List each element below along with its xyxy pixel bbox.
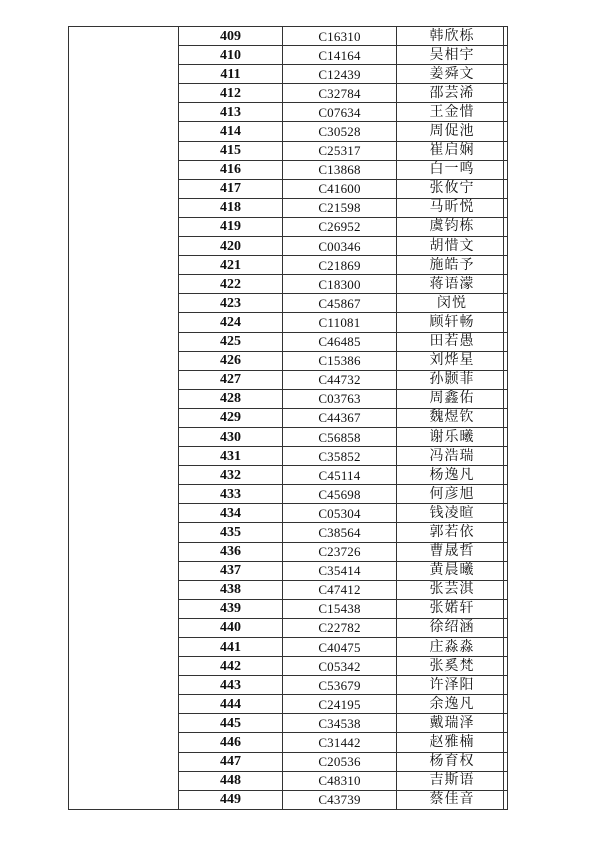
candidate-name: 庄淼淼 xyxy=(397,638,508,657)
candidate-name: 张婼轩 xyxy=(397,599,508,618)
candidate-code: C25317 xyxy=(283,141,397,160)
candidate-name: 戴瑞泽 xyxy=(397,714,508,733)
table-row xyxy=(179,294,508,313)
table-row xyxy=(179,638,508,657)
table-row xyxy=(179,103,508,122)
table-row xyxy=(179,389,508,408)
candidate-code: C43739 xyxy=(283,790,397,809)
row-number: 431 xyxy=(179,447,283,466)
candidate-name: 王金惜 xyxy=(397,103,508,122)
row-number: 437 xyxy=(179,561,283,580)
row-number: 448 xyxy=(179,771,283,790)
candidate-code: C48310 xyxy=(283,771,397,790)
table-row xyxy=(179,447,508,466)
candidate-name: 顾轩畅 xyxy=(397,313,508,332)
row-number: 420 xyxy=(179,237,283,256)
candidate-name: 魏煜钦 xyxy=(397,408,508,427)
table-row xyxy=(179,179,508,198)
row-number: 442 xyxy=(179,657,283,676)
candidate-code: C00346 xyxy=(283,237,397,256)
candidate-name: 冯浩瑞 xyxy=(397,447,508,466)
table-row xyxy=(179,657,508,676)
candidate-code: C22782 xyxy=(283,618,397,637)
row-number: 434 xyxy=(179,504,283,523)
candidate-name: 吴相宇 xyxy=(397,46,508,65)
row-number: 430 xyxy=(179,427,283,446)
table-row xyxy=(179,466,508,485)
candidate-code: C47412 xyxy=(283,580,397,599)
candidate-code: C45698 xyxy=(283,485,397,504)
candidate-name: 崔启娴 xyxy=(397,141,508,160)
candidate-name: 白一鸣 xyxy=(397,160,508,179)
candidate-code: C44367 xyxy=(283,408,397,427)
candidate-code: C45867 xyxy=(283,294,397,313)
table-row xyxy=(179,370,508,389)
table-row xyxy=(179,580,508,599)
candidate-code: C18300 xyxy=(283,275,397,294)
candidate-code: C05304 xyxy=(283,504,397,523)
candidate-code: C11081 xyxy=(283,313,397,332)
row-number: 438 xyxy=(179,580,283,599)
candidate-name: 孙颢菲 xyxy=(397,370,508,389)
table-row xyxy=(179,599,508,618)
table-row xyxy=(179,65,508,84)
table-row xyxy=(179,27,508,46)
row-number: 435 xyxy=(179,523,283,542)
row-number: 449 xyxy=(179,790,283,809)
candidate-code: C34538 xyxy=(283,714,397,733)
candidate-code: C31442 xyxy=(283,733,397,752)
candidate-name: 马昕悦 xyxy=(397,198,508,217)
table-row xyxy=(179,141,508,160)
candidate-code: C45114 xyxy=(283,466,397,485)
candidate-code: C13868 xyxy=(283,160,397,179)
table-row xyxy=(179,618,508,637)
candidate-code: C05342 xyxy=(283,657,397,676)
row-number: 428 xyxy=(179,389,283,408)
candidate-code: C21598 xyxy=(283,198,397,217)
row-number: 423 xyxy=(179,294,283,313)
candidate-code: C32784 xyxy=(283,84,397,103)
candidate-name: 施皓予 xyxy=(397,256,508,275)
table-row xyxy=(179,46,508,65)
candidate-name: 韩欣栎 xyxy=(397,27,508,46)
table-row xyxy=(179,504,508,523)
candidate-name: 徐绍涵 xyxy=(397,618,508,637)
candidate-name: 蒋语濛 xyxy=(397,275,508,294)
candidate-name: 田若愚 xyxy=(397,332,508,351)
candidate-name: 邵芸浠 xyxy=(397,84,508,103)
row-number: 414 xyxy=(179,122,283,141)
candidate-name: 杨逸凡 xyxy=(397,466,508,485)
candidate-code: C46485 xyxy=(283,332,397,351)
table-row xyxy=(179,275,508,294)
candidate-name: 蔡佳音 xyxy=(397,790,508,809)
candidate-code: C23726 xyxy=(283,542,397,561)
table-row xyxy=(179,752,508,771)
candidate-code: C53679 xyxy=(283,676,397,695)
candidate-code: C07634 xyxy=(283,103,397,122)
table-row xyxy=(179,733,508,752)
candidate-code: C16310 xyxy=(283,27,397,46)
candidate-code: C35414 xyxy=(283,561,397,580)
table-row xyxy=(179,351,508,370)
candidate-name: 何彦旭 xyxy=(397,485,508,504)
candidate-code: C44732 xyxy=(283,370,397,389)
row-number: 440 xyxy=(179,618,283,637)
candidate-name: 张攸宁 xyxy=(397,179,508,198)
candidate-code: C03763 xyxy=(283,389,397,408)
table-row xyxy=(179,237,508,256)
row-number: 427 xyxy=(179,370,283,389)
candidate-code: C24195 xyxy=(283,695,397,714)
candidate-name: 谢乐曦 xyxy=(397,427,508,446)
roster-table xyxy=(178,26,508,810)
row-number: 429 xyxy=(179,408,283,427)
candidate-name: 闵悦 xyxy=(397,294,508,313)
row-number: 411 xyxy=(179,65,283,84)
row-number: 446 xyxy=(179,733,283,752)
table-row xyxy=(179,84,508,103)
candidate-code: C26952 xyxy=(283,217,397,236)
candidate-name: 杨育权 xyxy=(397,752,508,771)
table-row xyxy=(179,427,508,446)
row-number: 432 xyxy=(179,466,283,485)
candidate-name: 余逸凡 xyxy=(397,695,508,714)
table-row xyxy=(179,676,508,695)
candidate-name: 钱凌暄 xyxy=(397,504,508,523)
candidate-code: C12439 xyxy=(283,65,397,84)
candidate-code: C15386 xyxy=(283,351,397,370)
candidate-code: C15438 xyxy=(283,599,397,618)
row-number: 439 xyxy=(179,599,283,618)
row-number: 422 xyxy=(179,275,283,294)
row-number: 417 xyxy=(179,179,283,198)
row-number: 409 xyxy=(179,27,283,46)
table-row xyxy=(179,485,508,504)
candidate-name: 周鑫佑 xyxy=(397,389,508,408)
row-number: 413 xyxy=(179,103,283,122)
row-number: 416 xyxy=(179,160,283,179)
row-number: 444 xyxy=(179,695,283,714)
row-number: 447 xyxy=(179,752,283,771)
candidate-name: 张奚梵 xyxy=(397,657,508,676)
candidate-name: 虞钧栋 xyxy=(397,217,508,236)
candidate-code: C35852 xyxy=(283,447,397,466)
row-number: 425 xyxy=(179,332,283,351)
row-number: 443 xyxy=(179,676,283,695)
candidate-name: 黄晨曦 xyxy=(397,561,508,580)
candidate-code: C21869 xyxy=(283,256,397,275)
row-number: 424 xyxy=(179,313,283,332)
candidate-code: C56858 xyxy=(283,427,397,446)
table-row xyxy=(179,523,508,542)
candidate-name: 姜舜文 xyxy=(397,65,508,84)
candidate-code: C14164 xyxy=(283,46,397,65)
row-number: 415 xyxy=(179,141,283,160)
row-number: 445 xyxy=(179,714,283,733)
table-row xyxy=(179,790,508,809)
table-row xyxy=(179,198,508,217)
row-number: 436 xyxy=(179,542,283,561)
table-row xyxy=(179,695,508,714)
row-number: 421 xyxy=(179,256,283,275)
candidate-code: C38564 xyxy=(283,523,397,542)
candidate-code: C20536 xyxy=(283,752,397,771)
row-number: 418 xyxy=(179,198,283,217)
candidate-name: 刘烨星 xyxy=(397,351,508,370)
row-number: 410 xyxy=(179,46,283,65)
table-row xyxy=(179,714,508,733)
candidate-code: C40475 xyxy=(283,638,397,657)
table-row xyxy=(179,217,508,236)
candidate-name: 曹晟哲 xyxy=(397,542,508,561)
candidate-name: 吉斯语 xyxy=(397,771,508,790)
table-row xyxy=(179,771,508,790)
candidate-code: C41600 xyxy=(283,179,397,198)
candidate-name: 郭若依 xyxy=(397,523,508,542)
candidate-name: 周促池 xyxy=(397,122,508,141)
table-row xyxy=(179,122,508,141)
table-row xyxy=(179,408,508,427)
table-row xyxy=(179,160,508,179)
row-number: 419 xyxy=(179,217,283,236)
row-number: 441 xyxy=(179,638,283,657)
roster-body xyxy=(179,27,508,810)
table-row xyxy=(179,332,508,351)
table-row xyxy=(179,542,508,561)
candidate-name: 胡惜文 xyxy=(397,237,508,256)
table-row xyxy=(179,561,508,580)
candidate-name: 许泽阳 xyxy=(397,676,508,695)
table-row xyxy=(179,313,508,332)
candidate-code: C30528 xyxy=(283,122,397,141)
candidate-name: 赵雅楠 xyxy=(397,733,508,752)
candidate-name: 张芸淇 xyxy=(397,580,508,599)
row-number: 412 xyxy=(179,84,283,103)
table-row xyxy=(179,256,508,275)
row-number: 426 xyxy=(179,351,283,370)
row-number: 433 xyxy=(179,485,283,504)
